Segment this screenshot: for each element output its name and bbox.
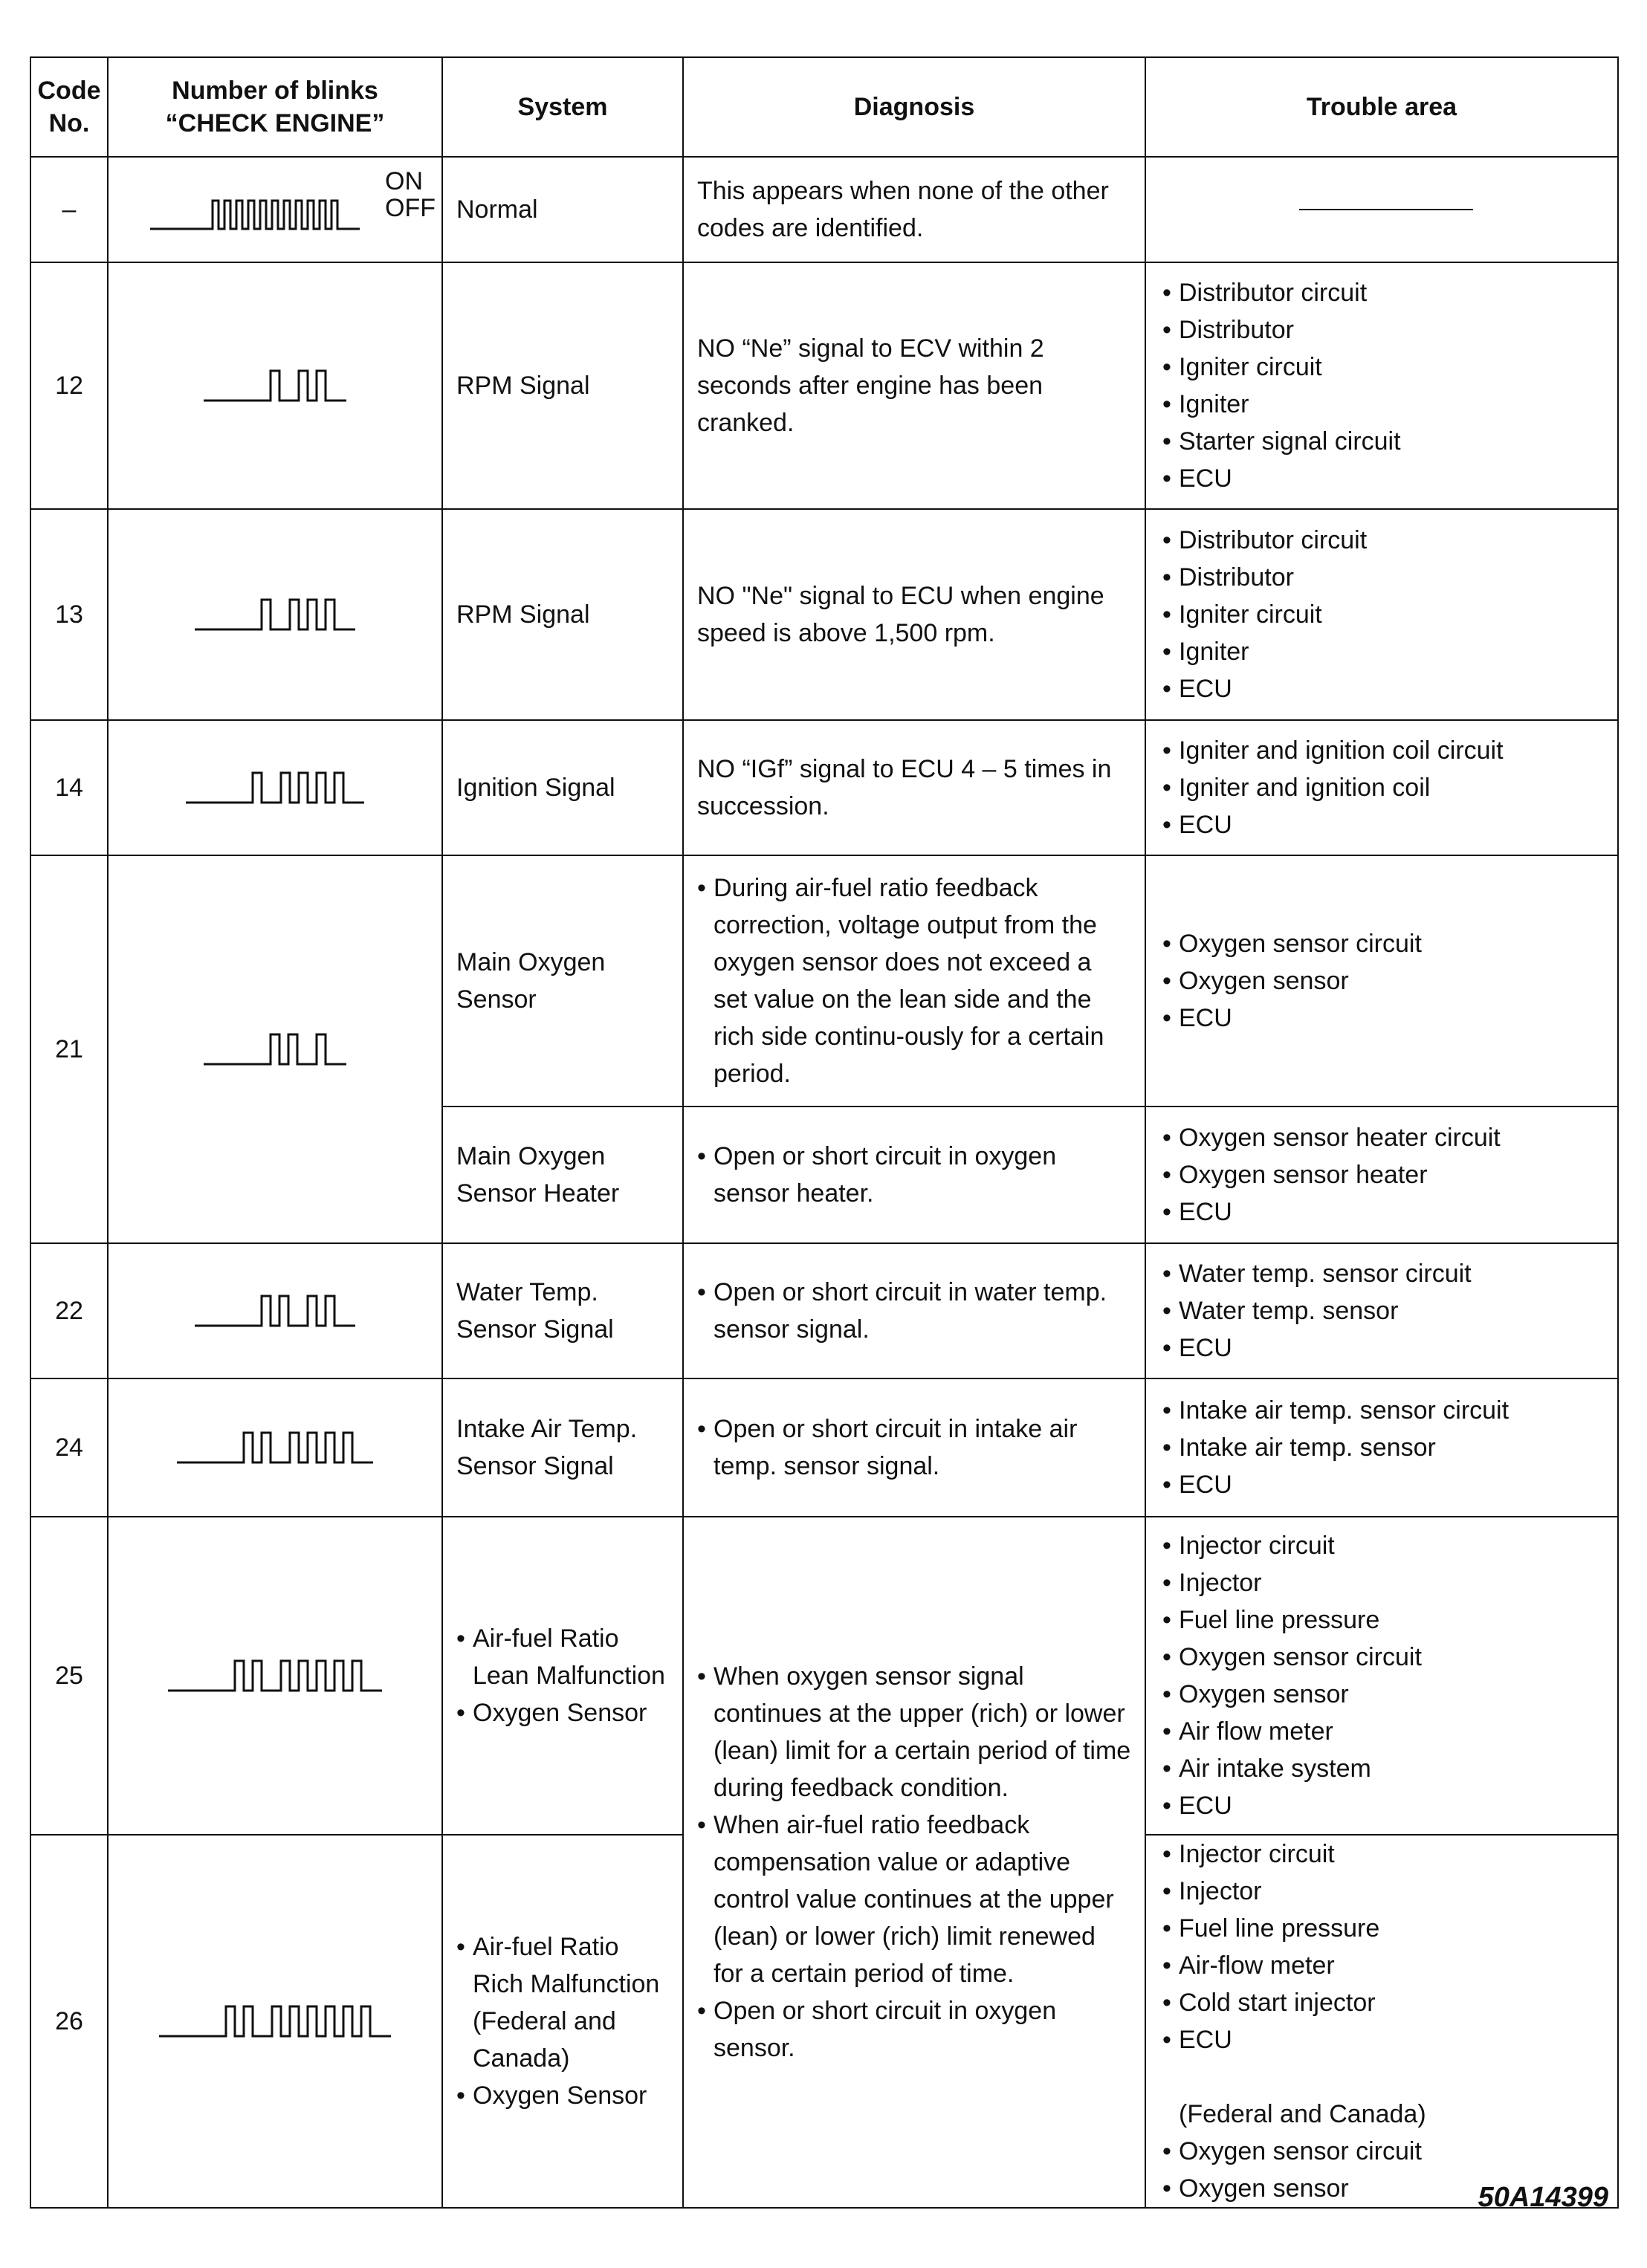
trouble-item: • Igniter [1162, 386, 1610, 423]
system-cell [442, 1835, 683, 2208]
blink-waveform [177, 1428, 373, 1467]
table-row-25 [30, 1517, 1618, 1835]
blink-waveform [159, 2002, 391, 2041]
code-cell: 14 [30, 720, 108, 855]
table-row-24 [30, 1378, 1618, 1517]
diagnosis-item: • Open or short circuit in water temp. sensor signal. [697, 1274, 1131, 1348]
trouble-item: • Air-flow meter [1162, 1947, 1610, 1984]
system-cell [442, 1517, 683, 1835]
waveform-line [159, 2006, 391, 2036]
code-cell: – [30, 157, 108, 262]
code-cell: 21 [30, 855, 108, 1243]
blink-pattern [108, 1517, 442, 1835]
blink-pattern [108, 720, 442, 855]
trouble-item: • ECU [1162, 2021, 1610, 2058]
trouble-item: • ECU [1162, 460, 1610, 497]
table-header-row [30, 57, 1618, 157]
trouble-item: • Cold start injector [1162, 1984, 1610, 2021]
trouble-item: • ECU [1162, 806, 1610, 843]
blink-waveform [168, 1656, 382, 1695]
code-cell: 24 [30, 1378, 108, 1517]
diagnosis-cell: NO "Ne" signal to ECU when engine speed is above 1,500 rpm. [683, 509, 1145, 720]
blink-pattern [108, 1378, 442, 1517]
trouble-note-text: (Federal and Canada) [1179, 2100, 1426, 2128]
waveform-line [195, 1296, 355, 1326]
trouble-item: • Air intake system [1162, 1750, 1610, 1787]
trouble-item: • Fuel line pressure [1162, 1910, 1610, 1947]
diagnosis-cell [683, 1243, 1145, 1378]
diagnosis-item: • When oxygen sensor signal continues at the upper (rich) or lower (lean) limit for a certain period of time during feedback condition. [697, 1658, 1131, 1807]
trouble-item: • Intake air temp. sensor [1162, 1429, 1610, 1466]
blink-waveform [186, 768, 364, 807]
trouble-item: • Air flow meter [1162, 1713, 1610, 1750]
system-cell: Intake Air Temp. Sensor Signal [442, 1378, 683, 1517]
trouble-item: • Igniter and ignition coil circuit [1162, 732, 1610, 769]
blink-waveform-continuous [150, 192, 361, 236]
trouble-item: • Oxygen sensor circuit [1162, 1639, 1610, 1676]
system-cell: Main Oxygen Sensor [442, 855, 683, 1107]
trouble-item: • Injector circuit [1162, 1527, 1610, 1564]
trouble-item: • ECU [1162, 999, 1610, 1037]
table-row-normal [30, 157, 1618, 262]
trouble-item: • Injector [1162, 1564, 1610, 1601]
system-cell: Water Temp. Sensor Signal [442, 1243, 683, 1378]
diagnosis-cell [683, 1107, 1145, 1243]
table-row-12 [30, 262, 1618, 509]
waveform-line [168, 1661, 382, 1691]
trouble-item: • Oxygen sensor [1162, 962, 1610, 999]
trouble-item: • ECU [1162, 1787, 1610, 1824]
diagnosis-cell: NO “Ne” signal to ECV within 2 seconds after engine has been cranked. [683, 262, 1145, 509]
system-cell: Ignition Signal [442, 720, 683, 855]
on-off-legend [385, 168, 436, 221]
figure-reference: 50A14399 [1478, 2182, 1608, 2213]
diagnosis-item: • During air-fuel ratio feedback correction, voltage output from the oxygen sensor does not exceed a set value on the lean side and the rich side continu-ously for a certain period. [697, 869, 1131, 1092]
diagnosis-item: • Open or short circuit in intake air temp. sensor signal. [697, 1410, 1131, 1485]
trouble-item: • Igniter circuit [1162, 349, 1610, 386]
diagnosis-item: • When air-fuel ratio feedback compensation value or adaptive control value continues at the upper (lean) or lower (rich) limit renewed for a certain period of time. [697, 1807, 1131, 1992]
code-cell: 12 [30, 262, 108, 509]
system-item: • Oxygen Sensor [456, 1694, 670, 1731]
header-trouble-area: Trouble area [1145, 57, 1618, 157]
code-cell: 26 [30, 1835, 108, 2208]
trouble-item: • ECU [1162, 1193, 1610, 1231]
header-code-no: Code No. [30, 57, 108, 157]
trouble-item: • Water temp. sensor circuit [1162, 1255, 1610, 1292]
diagnosis-cell: NO “IGf” signal to ECU 4 – 5 times in succession. [683, 720, 1145, 855]
trouble-item: • Oxygen sensor circuit [1162, 2133, 1610, 2170]
waveform-line [177, 1433, 373, 1462]
on-label: ON [385, 167, 424, 195]
code-cell: 25 [30, 1517, 108, 1835]
off-label: OFF [385, 194, 436, 222]
blink-waveform [204, 366, 346, 405]
diagnosis-cell [683, 1378, 1145, 1517]
trouble-item: • Distributor circuit [1162, 274, 1610, 311]
system-cell: RPM Signal [442, 509, 683, 720]
header-system: System [442, 57, 683, 157]
trouble-area-cell [1145, 1517, 1618, 1835]
system-cell: Main Oxygen Sensor Heater [442, 1107, 683, 1243]
diagnosis-item: • Open or short circuit in oxygen sensor. [697, 1992, 1131, 2067]
waveform-line [204, 1034, 346, 1064]
trouble-item: • Starter signal circuit [1162, 423, 1610, 460]
blink-pattern [108, 1835, 442, 2208]
table-row-14 [30, 720, 1618, 855]
trouble-item: • Oxygen sensor [1162, 2170, 1610, 2207]
trouble-area-cell [1145, 1835, 1618, 2208]
blink-pattern [108, 855, 442, 1243]
trouble-item: • Oxygen sensor heater circuit [1162, 1119, 1610, 1156]
trouble-area-cell [1145, 157, 1618, 262]
trouble-item: • Distributor circuit [1162, 522, 1610, 559]
system-cell: Normal [442, 157, 683, 262]
trouble-item: • Distributor [1162, 311, 1610, 349]
trouble-item: • Igniter [1162, 633, 1610, 670]
trouble-item: • ECU [1162, 670, 1610, 707]
code-cell: 22 [30, 1243, 108, 1378]
trouble-item: • Oxygen sensor [1162, 1676, 1610, 1713]
trouble-item: • ECU [1162, 1466, 1610, 1503]
trouble-item: • Injector [1162, 1873, 1610, 1910]
trouble-item: • Water temp. sensor [1162, 1292, 1610, 1329]
trouble-item: • Intake air temp. sensor circuit [1162, 1392, 1610, 1429]
diagnosis-item: • Open or short circuit in oxygen sensor heater. [697, 1138, 1131, 1212]
diagnosis-cell [683, 855, 1145, 1107]
system-item: • Oxygen Sensor [456, 2077, 670, 2114]
waveform-line [195, 600, 355, 629]
blink-waveform [195, 1292, 355, 1330]
trouble-item: • ECU [1162, 1329, 1610, 1367]
diagnosis-cell-shared [683, 1517, 1145, 2208]
blink-pattern [108, 509, 442, 720]
system-item: • Air-fuel Ratio Rich Malfunction (Federal and Canada) [456, 1928, 670, 2077]
waveform-line [150, 201, 360, 229]
header-diagnosis: Diagnosis [683, 57, 1145, 157]
system-cell: RPM Signal [442, 262, 683, 509]
blink-waveform [204, 1030, 346, 1069]
blink-waveform [195, 595, 355, 634]
trouble-item: • Distributor [1162, 559, 1610, 596]
diagnosis-cell: This appears when none of the other codes are identified. [683, 157, 1145, 262]
table-row-13 [30, 509, 1618, 720]
code-cell: 13 [30, 509, 108, 720]
waveform-line [186, 773, 364, 803]
trouble-area-cell [1145, 1378, 1618, 1517]
waveform-line [204, 371, 346, 401]
trouble-item: • Igniter and ignition coil [1162, 769, 1610, 806]
system-item: • Air-fuel Ratio Lean Malfunction [456, 1620, 670, 1694]
blink-pattern [108, 1243, 442, 1378]
blank-dash-line [1299, 209, 1473, 210]
trouble-area-cell [1145, 509, 1618, 720]
blink-pattern [108, 262, 442, 509]
trouble-item: • Injector circuit [1162, 1836, 1610, 1873]
trouble-area-cell [1145, 720, 1618, 855]
table-row-21-oxygen-sensor [30, 855, 1618, 1107]
trouble-item: • Oxygen sensor heater [1162, 1156, 1610, 1193]
trouble-area-cell [1145, 855, 1618, 1107]
header-blinks: Number of blinks “CHECK ENGINE” [108, 57, 442, 157]
diagnostic-code-table [30, 56, 1619, 2209]
trouble-item: • Oxygen sensor circuit [1162, 925, 1610, 962]
trouble-item-note [1162, 2058, 1610, 2133]
trouble-item: • Igniter circuit [1162, 596, 1610, 633]
trouble-item: • Fuel line pressure [1162, 1601, 1610, 1639]
trouble-area-cell [1145, 1243, 1618, 1378]
trouble-area-cell [1145, 1107, 1618, 1243]
table-row-22 [30, 1243, 1618, 1378]
blink-pattern-normal [108, 157, 442, 262]
trouble-area-cell [1145, 262, 1618, 509]
